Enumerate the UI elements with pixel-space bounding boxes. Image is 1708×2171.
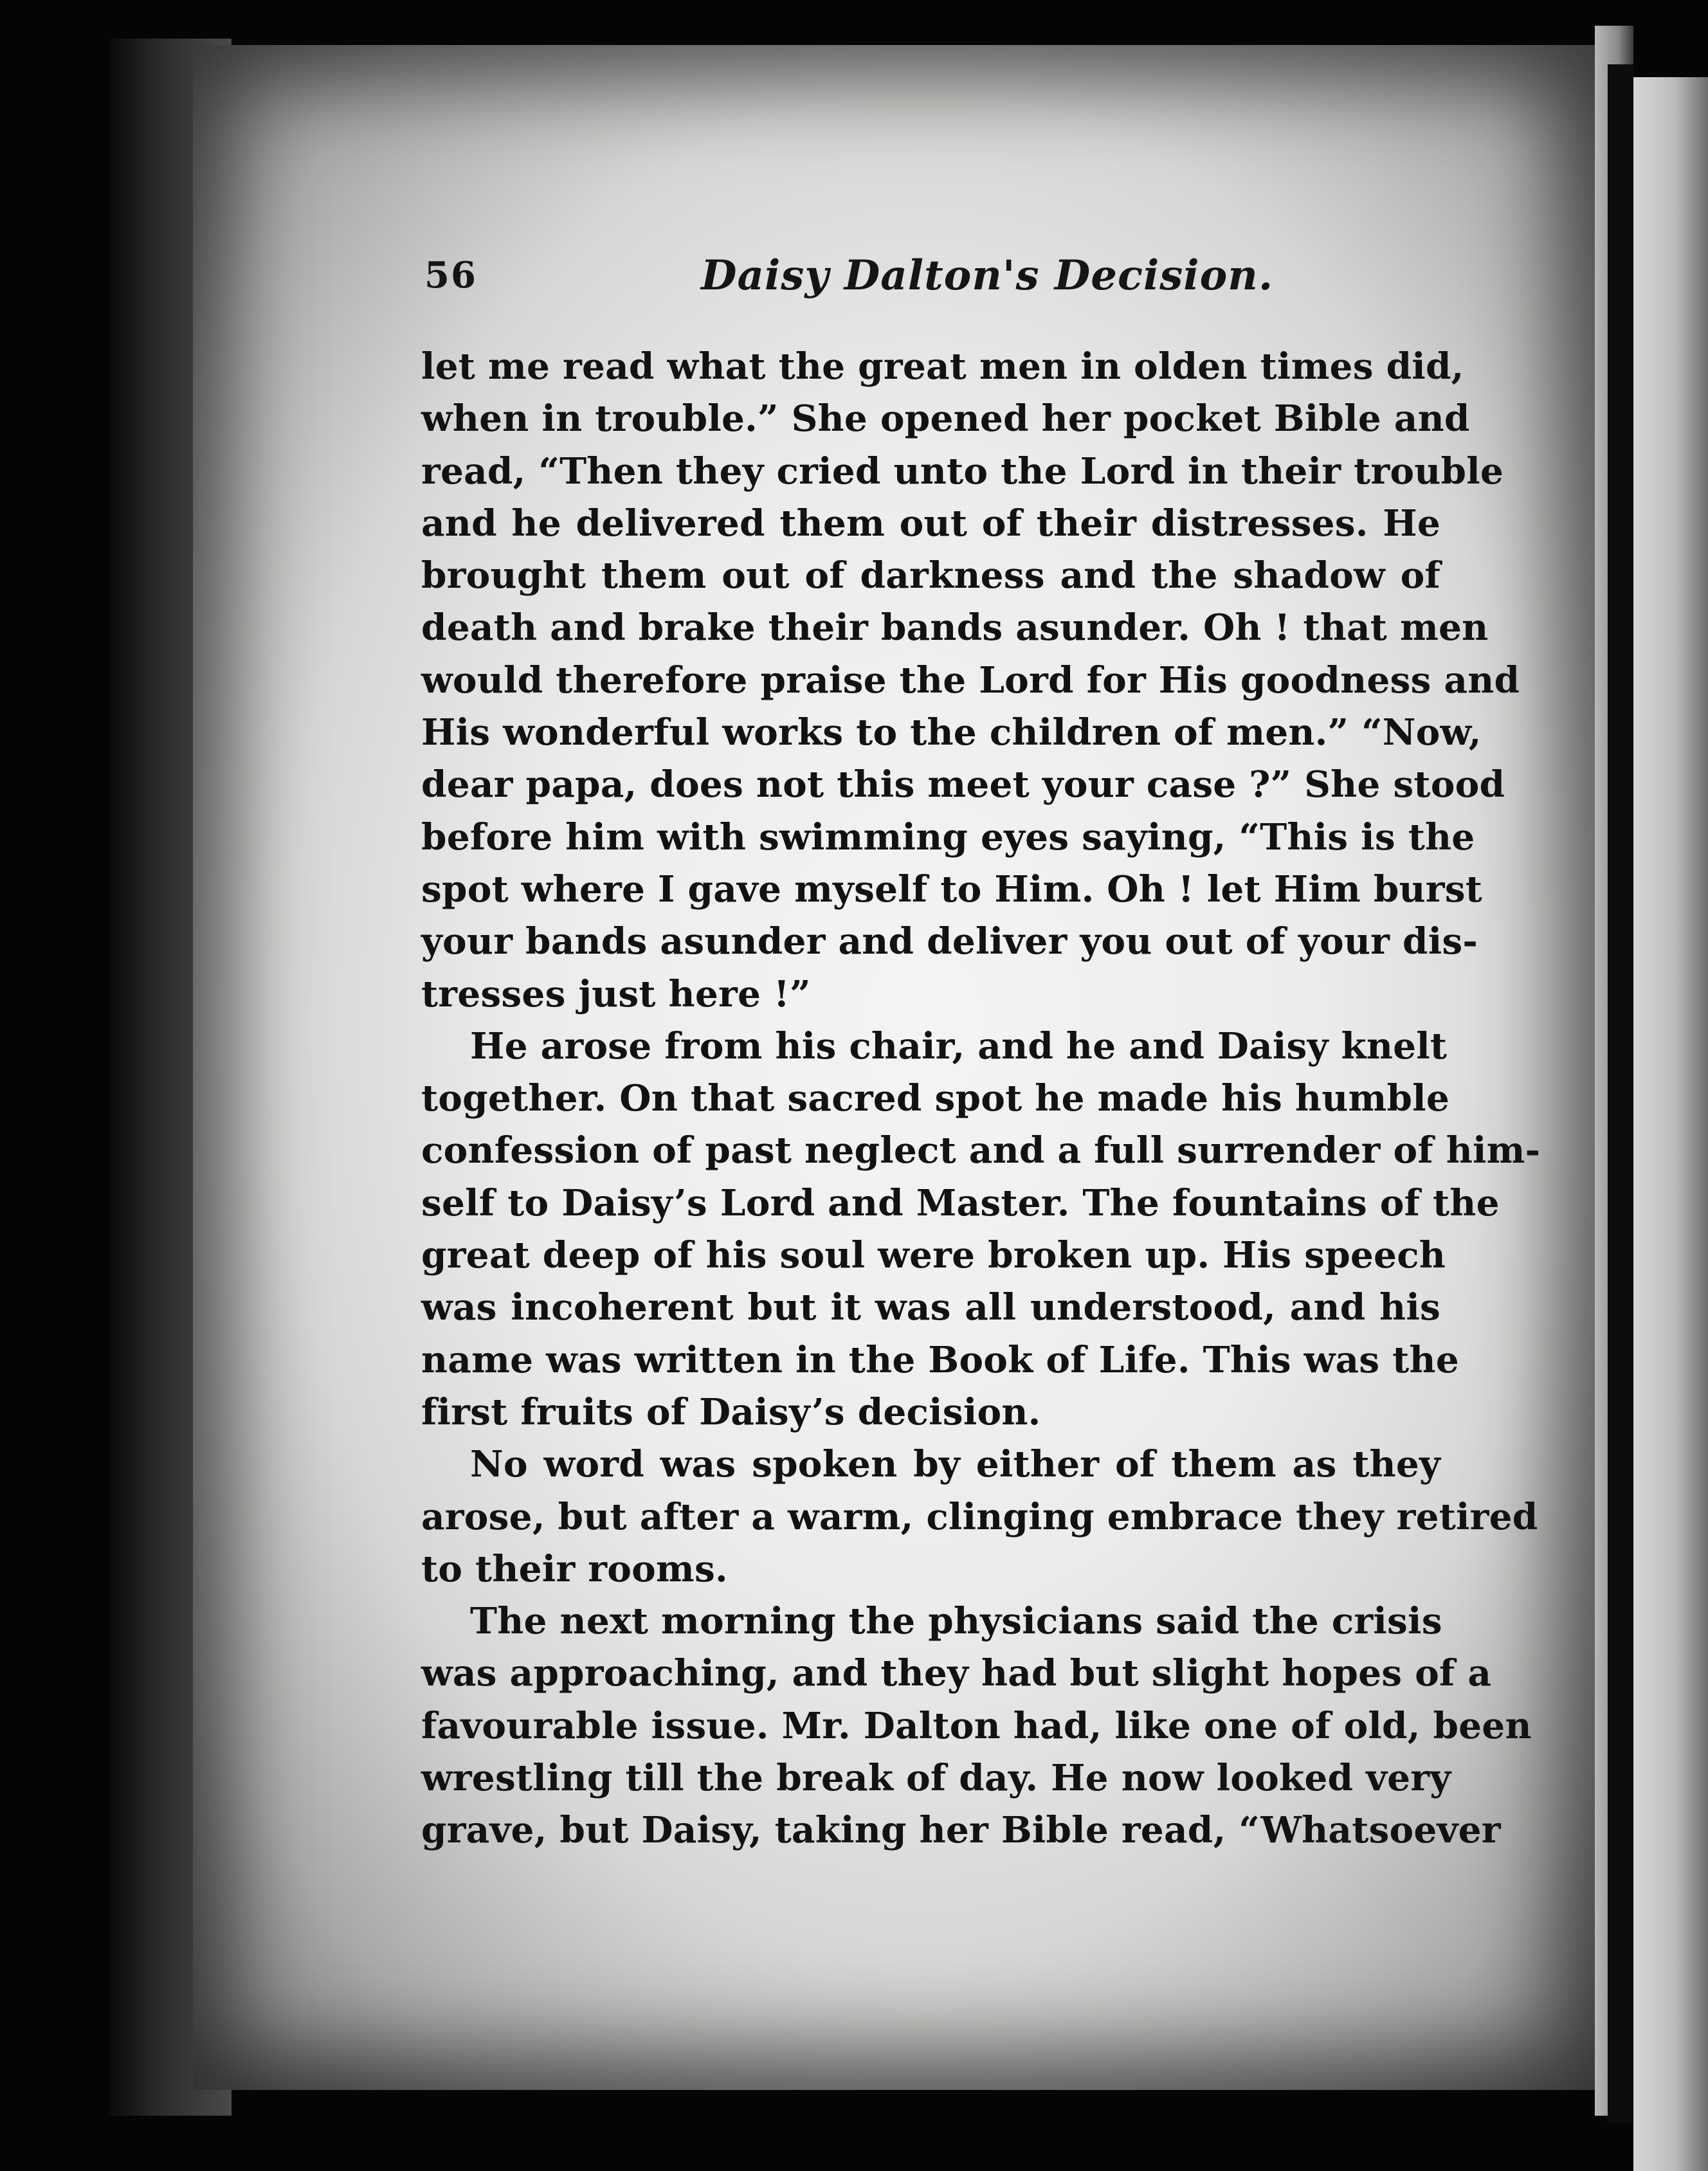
text-line: would therefore praise the Lord for His goodness and <box>421 659 1520 702</box>
page-number: 56 <box>424 254 477 296</box>
text-line: your bands asunder and deliver you out of your dis- <box>421 920 1478 963</box>
text-line: confession of past neglect and a full surrender of him- <box>421 1129 1541 1172</box>
text-line: let me read what the great men in olden times did, <box>421 345 1464 388</box>
text-line: spot where I gave myself to Him. Oh ! let Him burst <box>421 867 1483 911</box>
text-line: was incoherent but it was all understood, and his <box>421 1286 1440 1329</box>
text-line: when in trouble.” She opened her pocket Bible and <box>421 397 1470 441</box>
text-line: His wonderful works to the children of men.” “Now, <box>421 711 1482 754</box>
text-line: wrestling till the break of day. He now looked very <box>421 1757 1451 1800</box>
text-line: No word was spoken by either of them as they <box>470 1443 1440 1486</box>
text-line: read, “Then they cried unto the Lord in their trouble <box>421 450 1504 493</box>
running-title: Daisy Dalton's Decision. <box>701 251 1274 300</box>
text-line: first fruits of Daisy’s decision. <box>421 1390 1041 1433</box>
text-line: was approaching, and they had but slight hopes of a <box>421 1652 1492 1695</box>
page-gap-shadow <box>1608 64 1633 2122</box>
text-line: name was written in the Book of Life. This was the <box>421 1338 1459 1381</box>
paragraph <box>421 341 1520 1021</box>
text-line: dear papa, does not this meet your case ?” She stood <box>421 763 1505 806</box>
text-line: grave, but Daisy, taking her Bible read, “Whatsoever <box>421 1809 1501 1852</box>
next-page-edge <box>1633 77 1708 2171</box>
text-line: to their rooms. <box>421 1547 728 1590</box>
text-line: brought them out of darkness and the shadow of <box>421 554 1440 597</box>
running-head <box>424 251 1434 312</box>
text-line: great deep of his soul were broken up. His speech <box>421 1234 1446 1277</box>
text-line: self to Daisy’s Lord and Master. The fountains of the <box>421 1181 1500 1224</box>
text-line: death and brake their bands asunder. Oh ! that men <box>421 606 1489 649</box>
text-line: before him with swimming eyes saying, “This is the <box>421 815 1475 858</box>
body-text <box>421 341 1541 1857</box>
paragraph <box>421 1595 1532 1857</box>
text-line: He arose from his chair, and he and Daisy knelt <box>470 1024 1448 1067</box>
text-line: arose, but after a warm, clinging embrace they retired <box>421 1495 1538 1538</box>
paragraph <box>421 1439 1538 1595</box>
text-line: tresses just here !” <box>421 972 811 1015</box>
text-line: The next morning the physicians said the crisis <box>470 1600 1442 1643</box>
text-line: favourable issue. Mr. Dalton had, like one of old, been <box>421 1704 1532 1747</box>
paragraph <box>421 1021 1541 1439</box>
text-line: and he delivered them out of their distresses. He <box>421 502 1440 545</box>
text-line: together. On that sacred spot he made his humble <box>421 1077 1449 1120</box>
